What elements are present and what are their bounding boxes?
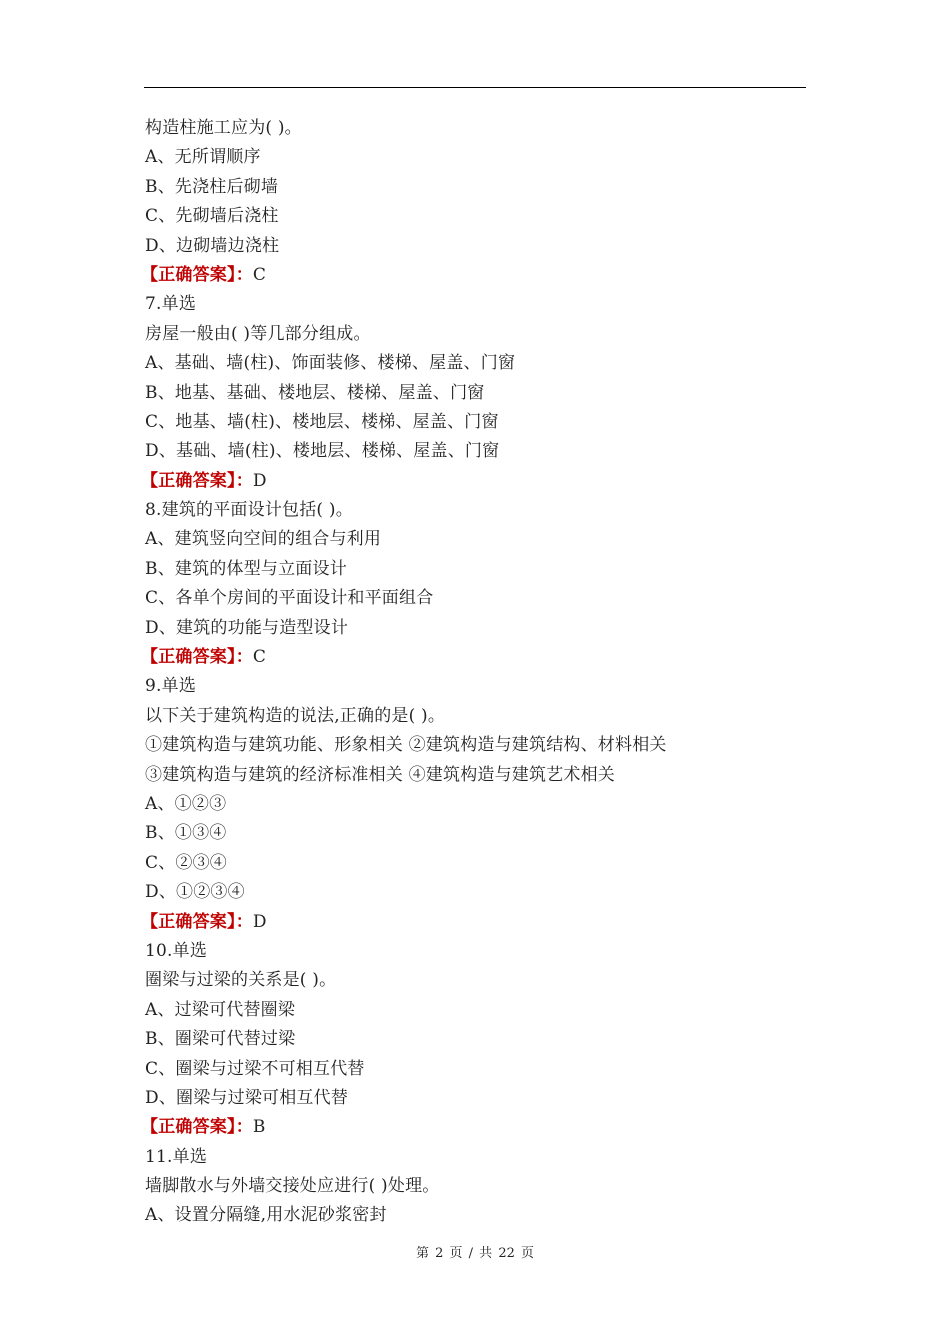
text-line: 7.单选: [145, 294, 197, 315]
text-line: C、②③④: [145, 852, 228, 873]
text-line: 以下关于建筑构造的说法,正确的是( )。: [145, 705, 446, 726]
text-line: B、地基、基础、楼地层、楼梯、屋盖、门窗: [145, 382, 485, 403]
text-line: 圈梁与过梁的关系是( )。: [145, 970, 337, 991]
text-line: ①建筑构造与建筑功能、形象相关 ②建筑构造与建筑结构、材料相关: [145, 735, 667, 756]
text-line: B、建筑的体型与立面设计: [145, 558, 347, 579]
answer-line: [141, 467, 825, 496]
text-line: ③建筑构造与建筑的经济标准相关 ④建筑构造与建筑艺术相关: [145, 764, 616, 785]
answer-label: 【正确答案】：: [141, 1117, 253, 1138]
text-line: C、先砌墙后浇柱: [145, 206, 279, 227]
text-line: A、设置分隔缝,用水泥砂浆密封: [145, 1205, 387, 1226]
text-line: D、圈梁与过梁可相互代替: [145, 1087, 349, 1108]
text-line: D、边砌墙边浇柱: [145, 235, 280, 256]
header-rule: [144, 87, 806, 88]
text-line: C、地基、墙(柱)、楼地层、楼梯、屋盖、门窗: [145, 411, 499, 432]
text-line: D、基础、墙(柱)、楼地层、楼梯、屋盖、门窗: [145, 441, 500, 462]
answer-line: [141, 908, 825, 937]
text-line: 墙脚散水与外墙交接处应进行( )处理。: [145, 1176, 440, 1197]
page-footer: 第 2 页 / 共 22 页: [416, 1246, 534, 1261]
answer-line: [141, 1113, 825, 1142]
text-line: D、①②③④: [145, 882, 245, 903]
text-line: A、过梁可代替圈梁: [145, 999, 296, 1020]
answer-label: 【正确答案】：: [141, 264, 253, 285]
answer-value: C: [252, 264, 267, 285]
text-line: B、①③④: [145, 823, 227, 844]
text-line: 构造柱施工应为( )。: [145, 118, 302, 138]
answer-value: D: [252, 470, 267, 491]
answer-line: [141, 261, 825, 290]
answer-value: D: [252, 911, 267, 932]
text-line: 房屋一般由( )等几部分组成。: [145, 323, 371, 344]
text-line: C、各单个房间的平面设计和平面组合: [145, 588, 434, 609]
text-line: 8.建筑的平面设计包括( )。: [145, 500, 353, 521]
answer-value: C: [252, 647, 267, 668]
answer-value: B: [252, 1117, 266, 1138]
text-line: 10.单选: [145, 940, 208, 961]
text-line: B、圈梁可代替过梁: [145, 1029, 296, 1050]
text-line: A、基础、墙(柱)、饰面装修、楼梯、屋盖、门窗: [145, 353, 516, 374]
document-body: [141, 114, 825, 1231]
text-line: A、建筑竖向空间的组合与利用: [145, 529, 382, 550]
text-line: B、先浇柱后砌墙: [145, 176, 279, 197]
answer-label: 【正确答案】：: [141, 911, 253, 932]
answer-label: 【正确答案】：: [141, 470, 253, 491]
answer-line: [141, 643, 825, 672]
text-line: C、圈梁与过梁不可相互代替: [145, 1058, 365, 1079]
text-line: 9.单选: [145, 676, 197, 697]
text-line: A、无所谓顺序: [145, 147, 261, 168]
text-line: 11.单选: [145, 1146, 208, 1167]
text-line: D、建筑的功能与造型设计: [145, 617, 349, 638]
answer-label: 【正确答案】：: [141, 647, 253, 668]
text-line: A、①②③: [145, 793, 227, 814]
